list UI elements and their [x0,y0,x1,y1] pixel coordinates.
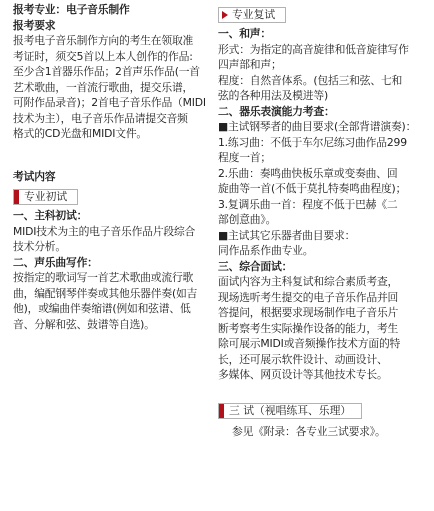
right-column [218,0,424,439]
instrument-line: ■主试钢琴者的曲目要求(全部背谱演奏)： [218,120,417,133]
section-tag-third-round [218,399,424,419]
subject-line: 曲，编配钢琴伴奏或其他乐器伴奏(如吉 [13,286,198,300]
requirements-line: 艺术歌曲，一首流行歌曲，提交乐谱， [13,80,194,94]
instrument-line: 同作品系作曲专业。 [218,244,314,257]
requirements-line: 报考电子音乐制作方向的考生在领取准 [13,34,194,47]
subject-line: 音、分解和弦、鼓谱等自选)。 [13,317,155,331]
harmony-line: 形式：为指定的高音旋律和低音旋律写作 [218,42,409,56]
requirements-line: 格式的CD光盘和MIDI文件。 [13,127,148,140]
requirements-line: 考证时，须交5首以上本人创作的作品: [13,49,193,63]
exam-content-heading: 考试内容 [13,169,56,183]
interview-line: 除可展示MIDI或音频操作技术方面的特 [218,337,401,350]
instrument-line: 程度一首； [218,151,271,164]
third-round-note: 参见《附录：各专业三试要求》。 [232,424,386,438]
requirements-text [13,33,213,142]
subject-line: 技术分析。 [13,240,66,253]
instrument-line: ■主试其它乐器者曲目要求： [218,228,356,242]
instrument-line: 旋曲等一首(不低于莫扎特奏鸣曲程度)； [218,182,407,195]
first-round-label: 专业初试 [13,189,78,205]
section-tag-second-round [218,3,424,23]
instrument-line: 部创意曲》。 [218,213,277,226]
interview-line: 多媒体、网页设计等其他技术专长。 [218,368,388,381]
harmony-line: 弦的各种用法及模进等) [218,89,328,102]
instrument-heading: 二、器乐表演能力考查： [218,104,335,118]
harmony-heading: 一、和声： [218,27,271,40]
subject-line: 按指定的歌词写一首艺术歌曲或流行歌 [13,271,194,284]
harmony-line: 程度：自然音体系。(包括三和弦、七和 [218,73,403,87]
second-round-label: 专业复试 [218,7,286,23]
subject-heading-1: 一、主科初试： [13,209,88,222]
instrument-line: 1.练习曲：不低于车尔尼练习曲作品299 [218,135,407,149]
section-tag-first-round [13,185,213,205]
interview-line: 现场选听考生提交的电子音乐作品并回 [218,290,399,304]
interview-line: 面试内容为主科复试和综合素质考查， [218,275,399,288]
interview-line: 答提问，根据要求现场制作电子音乐片 [218,306,399,319]
requirements-line: 技术为主），电子音乐作品请提交音频 [13,111,188,125]
interview-heading: 三、综合面试： [218,259,293,273]
requirements-line: 至少含1首器乐作品；2首声乐作品(一首 [13,65,200,78]
subject-line: MIDI技术为主的电子音乐作品片段综合 [13,224,196,238]
left-column [13,0,213,332]
third-round-label: 三 试（视唱练耳、乐理） [218,403,362,419]
requirements-heading: 报考要求 [13,18,56,32]
interview-line: 长，还可展示软件设计、动画设计、 [218,352,388,366]
interview-line: 断考察考生实际操作设备的能力，考生 [218,321,399,335]
major-heading: 报考专业：电子音乐制作 [13,3,130,16]
subject-line: 他)，或编曲伴奏缩谱(例如和弦谱、低 [13,302,191,315]
requirements-line: 可附作品录音)；2首电子音乐作品（MIDI [13,96,206,109]
harmony-line: 四声部和声； [218,58,282,71]
instrument-line: 3.复调乐曲一首：程度不低于巴赫《二 [218,197,398,211]
instrument-line: 2.乐曲：奏鸣曲快板乐章或变奏曲、回 [218,166,398,180]
subject-heading-2: 二、声乐曲写作： [13,255,98,269]
